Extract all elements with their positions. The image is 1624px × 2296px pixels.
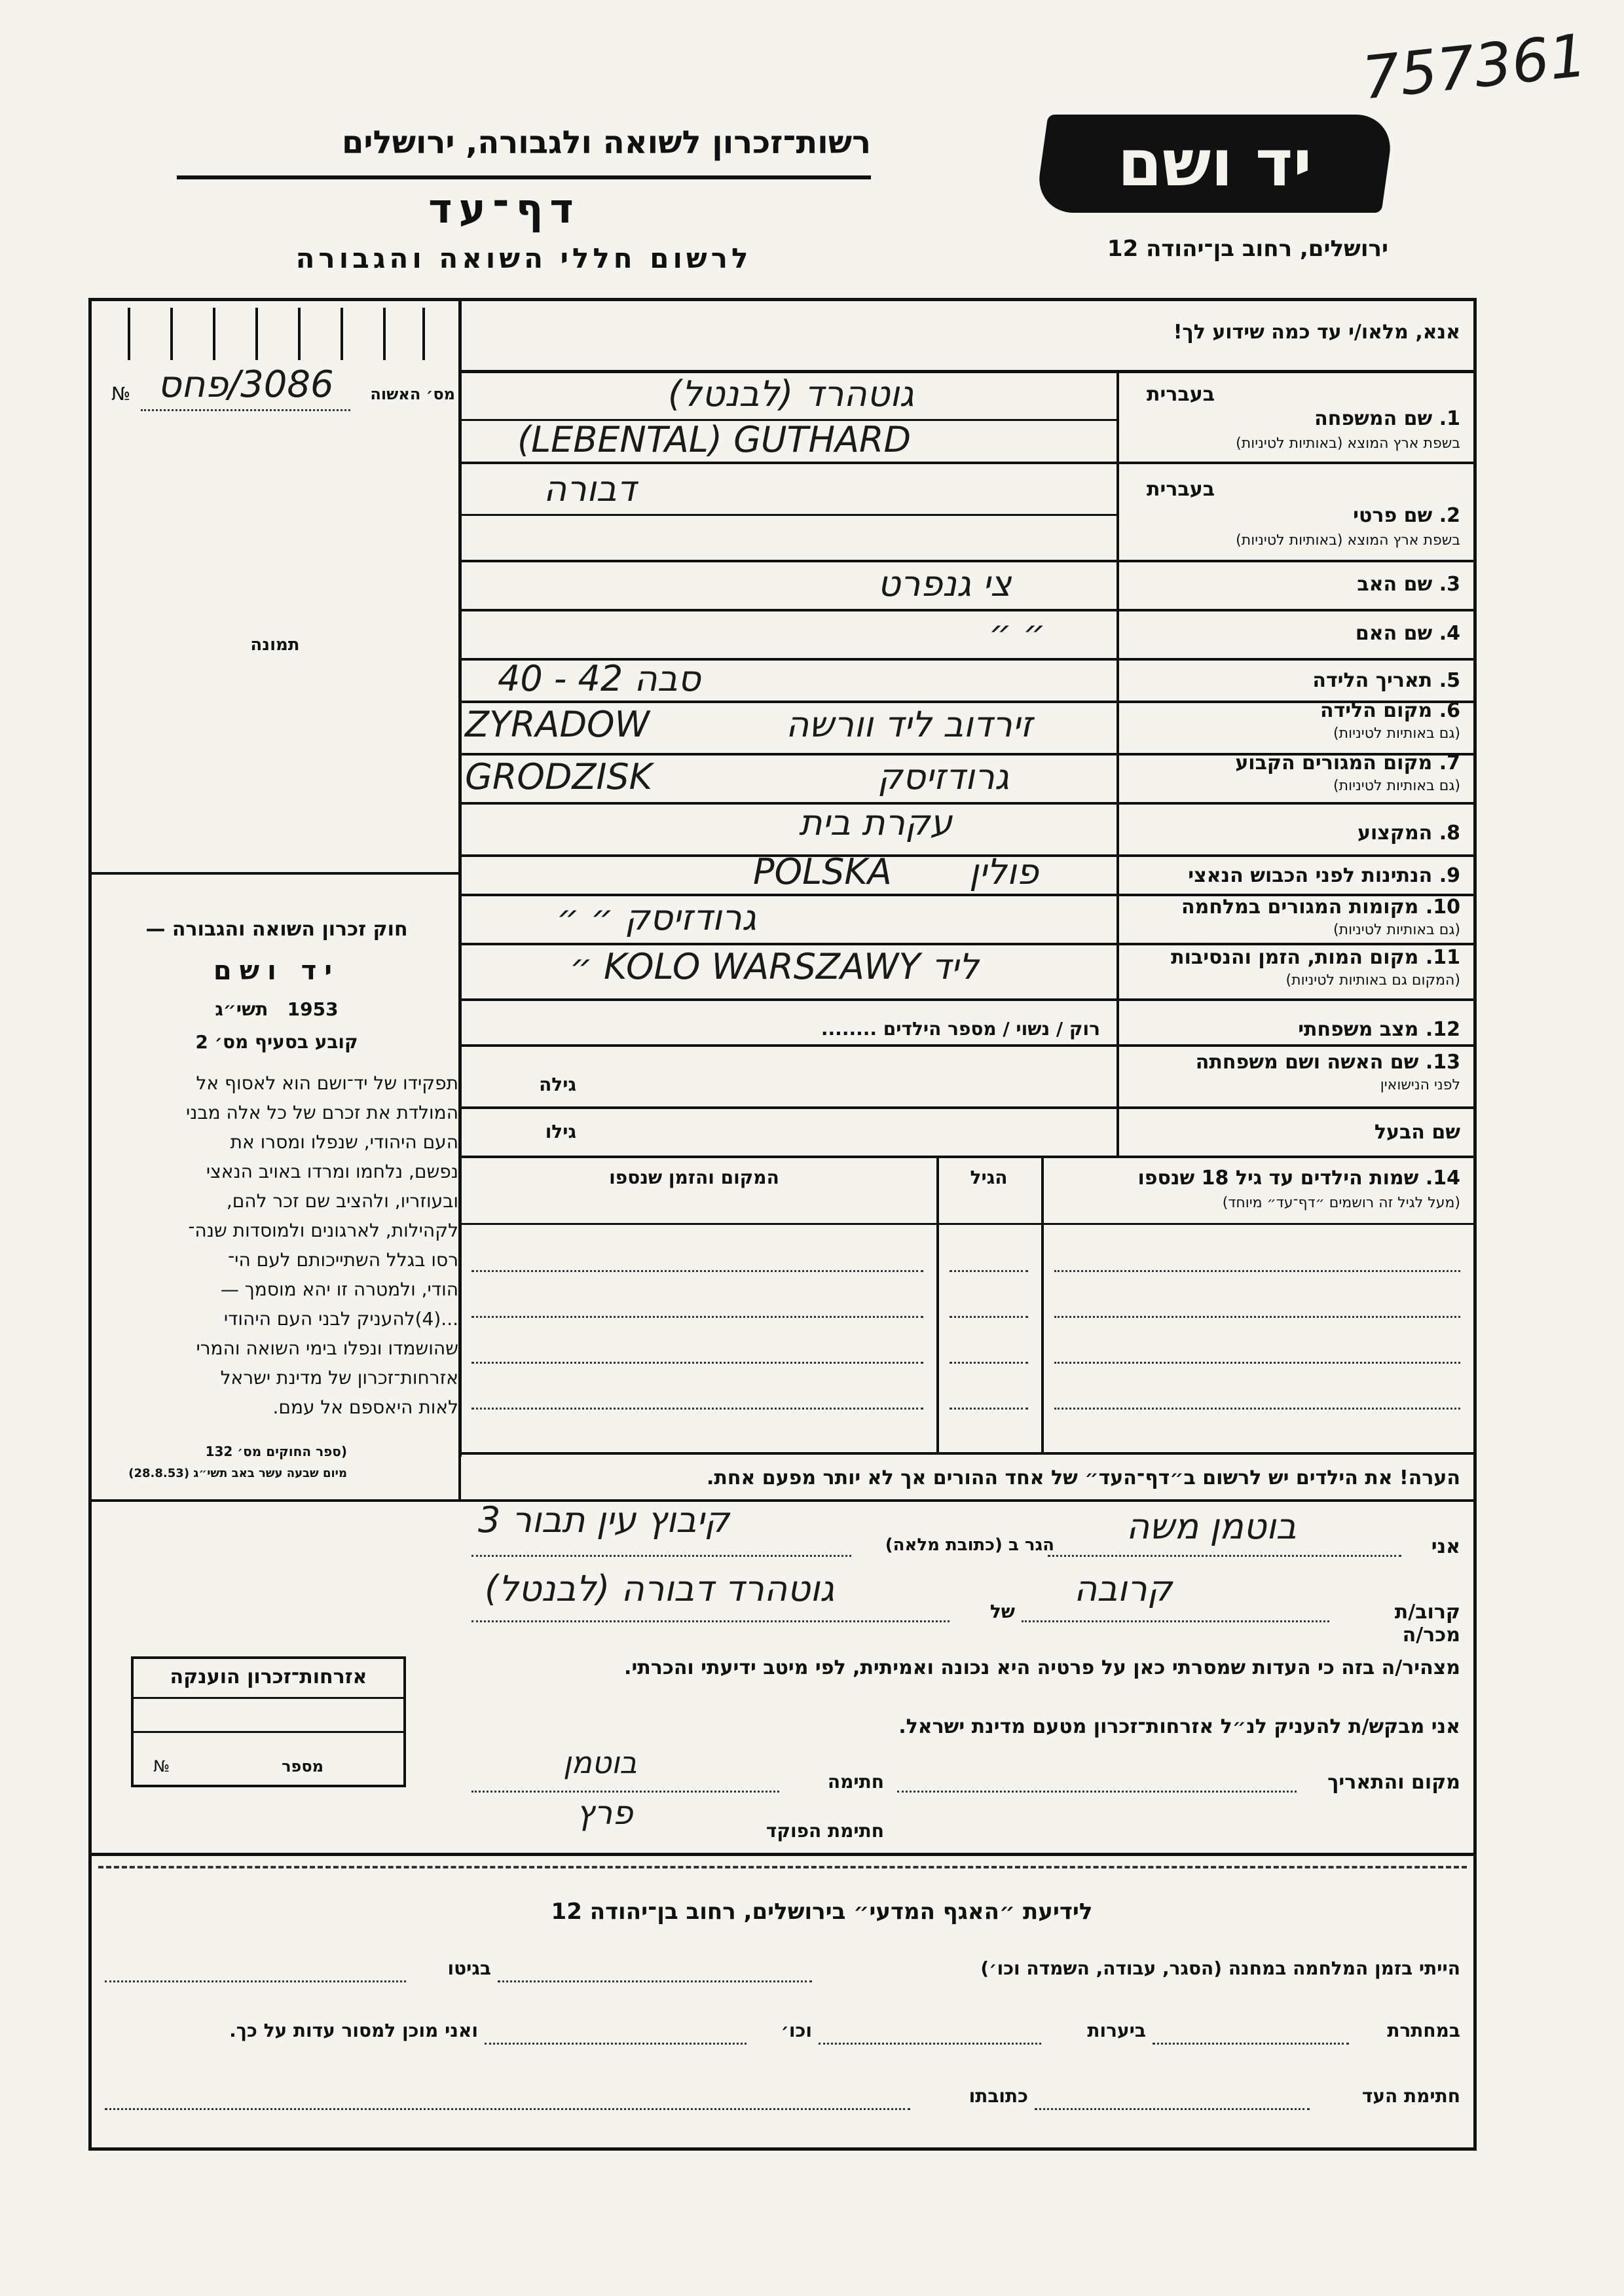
footer-address-label: כתובתו (969, 2085, 1028, 2107)
law-line: המולדת את זכרם של כל אלה מבני (185, 1102, 458, 1123)
certificate-box (131, 1656, 406, 1787)
field-6-hebrew-value: זירדוב ליד וורשה (786, 704, 1033, 745)
law-text (98, 1068, 458, 1422)
field-2-hebrew-value: דבורה (544, 468, 637, 509)
field-9-latin-value: POLSKA (753, 851, 892, 892)
field-3-value: צי גנפרט (877, 563, 1012, 604)
law-title: חוק זכרון השואה והגבורה — (145, 918, 408, 941)
footer-camp-label: הייתי בזמן המלחמה במחנה (הסגר, עבודה, השמדה וכו׳) (980, 1958, 1460, 1979)
field-7-label: 7. מקום המגורים הקבוע (1235, 752, 1460, 774)
certificate-number-label: מספר (282, 1757, 323, 1776)
law-footnote-1: (ספר החוקים מס׳ 132 (205, 1444, 347, 1459)
field-13-sub: לפני הנישואין (1380, 1077, 1460, 1093)
field-1-label: 1. שם המשפחה (1314, 407, 1460, 430)
law-line: שהושמדו ונפלו בימי השואה והמרי (196, 1338, 458, 1359)
footer-underground-label: במחתרת (1387, 2020, 1460, 2041)
law-clause: קובע בסעיף מס׳ 2 (195, 1031, 358, 1053)
children-col-place: המקום והזמן שנספו (609, 1167, 779, 1188)
field-10-label: 10. מקומות המגורים במלחמה (1181, 896, 1460, 919)
field-10-value: גרודזיסק ״ ״ (557, 897, 756, 938)
archive-number: 757361 (1359, 21, 1591, 113)
children-sub: (מעל לגיל זה רושמים ״דף־עד״ מיוחד) (1222, 1195, 1460, 1211)
children-note: הערה! את הילדים יש לרשום ב״דף־העד״ של אחד ההורים אך לא יותר מפעם אחת. (707, 1467, 1460, 1489)
law-line: העם היהודי, שנפלו ומסרו את (230, 1131, 458, 1153)
field-5-label: 5. תאריך הלידה (1312, 669, 1460, 692)
declarant-address-label: הגר ב (כתובת מלאה) (885, 1535, 1054, 1555)
children-col-age: הגיל (970, 1167, 1008, 1188)
footer-testimony-label: ואני מוכן למסור עדות על כך. (229, 2020, 478, 2041)
children-col-divider-1 (936, 1157, 939, 1452)
declarant-label: אני (1431, 1535, 1460, 1558)
field-6-sub: (גם באותיות לטיניות) (1333, 725, 1460, 742)
field-11-value: ליד KOLO WARSZAWY ״ (570, 946, 979, 987)
declaration-line-1: מצהיר/ה בזה כי העדות שמסרתי כאן על פרטיה היא נכונה ואמיתית, לפי מיטב ידיעתי והכרתי. (624, 1656, 1460, 1679)
file-number-line (141, 409, 350, 411)
relative-value: קרובה (1074, 1568, 1173, 1609)
law-line: הודי, ולמטרה זו יהא מוסמך — (220, 1279, 458, 1300)
field-10-sub: (גם באותיות לטיניות) (1333, 922, 1460, 938)
form-header-line (462, 370, 1477, 373)
photo-box-bottom (92, 872, 460, 875)
footer-title: לידיעת ״האגף המדעי״ בירושלים, רחוב בן־יהודה 12 (551, 1899, 1093, 1925)
field-1-sub: בשפת ארץ המוצא (באותיות לטיניות) (1236, 435, 1460, 452)
official-signature-value: פרץ (576, 1794, 633, 1832)
field-3-label: 3. שם האב (1357, 573, 1460, 596)
children-label: 14. שמות הילדים עד גיל 18 שנספו (1137, 1167, 1460, 1190)
footer-forests-label: ביערות (1087, 2020, 1146, 2041)
file-number-prefix: № (111, 383, 131, 405)
declarant-address: קיבוץ עין תבור 3 (478, 1499, 729, 1540)
field-9-label: 9. הנתינות לפני הכבוש הנאצי (1188, 864, 1460, 887)
field-7-hebrew-value: גרודזיסק (877, 756, 1010, 797)
field-7-latin-value: GRODZISK (465, 756, 653, 797)
place-date-label: מקום והתאריך (1327, 1771, 1460, 1794)
law-name: יד ושם (213, 956, 341, 986)
footer-ghetto-label: בגיטו (447, 1958, 491, 1979)
logo-text: יד ושם (1117, 126, 1312, 201)
field-1-hebrew-tag: בעברית (1147, 383, 1215, 406)
field-9-hebrew-value: פולין (969, 851, 1039, 892)
wife-age-label: גילה (539, 1074, 576, 1095)
header-address: ירושלים, רחוב בן־יהודה 12 (1107, 236, 1388, 262)
field-4-value: ״ ״ (989, 612, 1046, 653)
field-12-label: 12. מצב משפחתי (1298, 1018, 1460, 1041)
law-year (98, 998, 455, 1020)
husband-label: שם הבעל (1374, 1121, 1460, 1144)
field-2-label: 2. שם פרטי (1353, 504, 1460, 527)
footer-dash-line (98, 1866, 1467, 1868)
law-line: לאות היאספם אל עמם. (272, 1396, 458, 1418)
of-label: של (989, 1601, 1015, 1622)
field-6-latin-value: ZYRADOW (465, 704, 650, 745)
org-title: רשות־זכרון לשואה ולגבורה, ירושלים (341, 124, 871, 161)
doc-title: דף־עד (428, 185, 580, 232)
field-2-sub: בשפת ארץ המוצא (באותיות לטיניות) (1236, 532, 1460, 549)
label-column-divider (1116, 372, 1119, 1157)
law-box-bottom (92, 1499, 462, 1502)
field-8-value: עקרת בית (799, 802, 953, 843)
children-col-divider-2 (1041, 1157, 1044, 1452)
law-line: לקהילות, לארגונים ולמוסדות שנה־ (188, 1220, 458, 1241)
declaration-line-2: אני מבקש/ת להעניק לנ״ל אזרחות־זכרון מטעם מדינת ישראל. (898, 1715, 1460, 1738)
relative-label: קרוב/ת מכר/ה (1394, 1601, 1460, 1647)
field-13-label: 13. שם האשה ושם משפחתה (1195, 1051, 1460, 1074)
signature-label: חתימה (827, 1771, 884, 1793)
law-box-side (458, 1453, 461, 1501)
law-line: ובעוזריו, ולהציב שם זכר להם, (226, 1190, 458, 1212)
field-2-hebrew-tag: בעברית (1147, 478, 1215, 501)
file-number-value: 3086/פחס (157, 363, 334, 406)
certificate-number-prefix: № (153, 1757, 170, 1776)
field-11-label: 11. מקום המות, הזמן והנסיבות (1171, 946, 1460, 969)
form-instruction: אנא, מלאו/י עד כמה שידוע לך! (1173, 321, 1460, 344)
field-1-latin-value: (LEBENTAL) GUTHARD (517, 419, 912, 460)
law-line: נפשם, נלחמו ומרדו באויב הנאצי (206, 1161, 458, 1182)
law-footnote-2: מיום שבעה עשר באב תשי״ג (28.8.53) (128, 1467, 347, 1480)
footer-top-line (88, 1853, 1477, 1856)
law-year-gregorian: 1953 (287, 998, 339, 1020)
certificate-title: אזרחות־זכרון הוענקה (170, 1666, 367, 1688)
law-line: אזרחות־זכרון של מדינת ישראל (220, 1367, 458, 1389)
footer-etc-label: וכו׳ (781, 2020, 812, 2041)
field-5-value: 40 - 42 סבה (498, 658, 701, 699)
signature-value: בוטמן (563, 1745, 637, 1780)
law-line: תפקידו של יד־ושם הוא לאסוף אל (196, 1072, 458, 1094)
file-number-label: מס׳ האשוה (370, 385, 455, 403)
declarant-name: בוטמן משה (1126, 1506, 1297, 1547)
official-signature-label: חתימת הפוקד (766, 1820, 884, 1842)
yad-vashem-logo (1034, 115, 1395, 213)
field-11-sub: (המקום גם באותיות לטיניות) (1285, 972, 1460, 989)
field-7-sub: (גם באותיות לטיניות) (1333, 778, 1460, 794)
relative-of-value: גוטהרד דבורה (לבנטל) (485, 1568, 835, 1609)
law-line: ...(4)להעניק לבני העם היהודי (223, 1308, 458, 1330)
field-8-label: 8. המקצוע (1357, 822, 1460, 845)
field-4-label: 4. שם האם (1355, 622, 1460, 645)
law-year-hebrew: תשי״ג (215, 998, 268, 1020)
org-title-underline (177, 175, 871, 179)
husband-age-label: גילו (545, 1121, 576, 1142)
doc-subtitle: לרשום חללי השואה והגבורה (295, 242, 752, 274)
photo-label: תמונה (250, 635, 300, 655)
law-line: רסו בגלל השתייכותם לעם הי־ (228, 1249, 458, 1271)
field-6-label: 6. מקום הלידה (1320, 699, 1460, 722)
left-panel-divider (458, 298, 462, 1457)
footer-witness-signature-label: חתימת העד (1361, 2085, 1460, 2107)
field-12-value: רוק / נשוי / מספר הילדים ........ (821, 1018, 1100, 1040)
field-1-hebrew-value: גוטהרד (לבנטל) (668, 373, 914, 414)
